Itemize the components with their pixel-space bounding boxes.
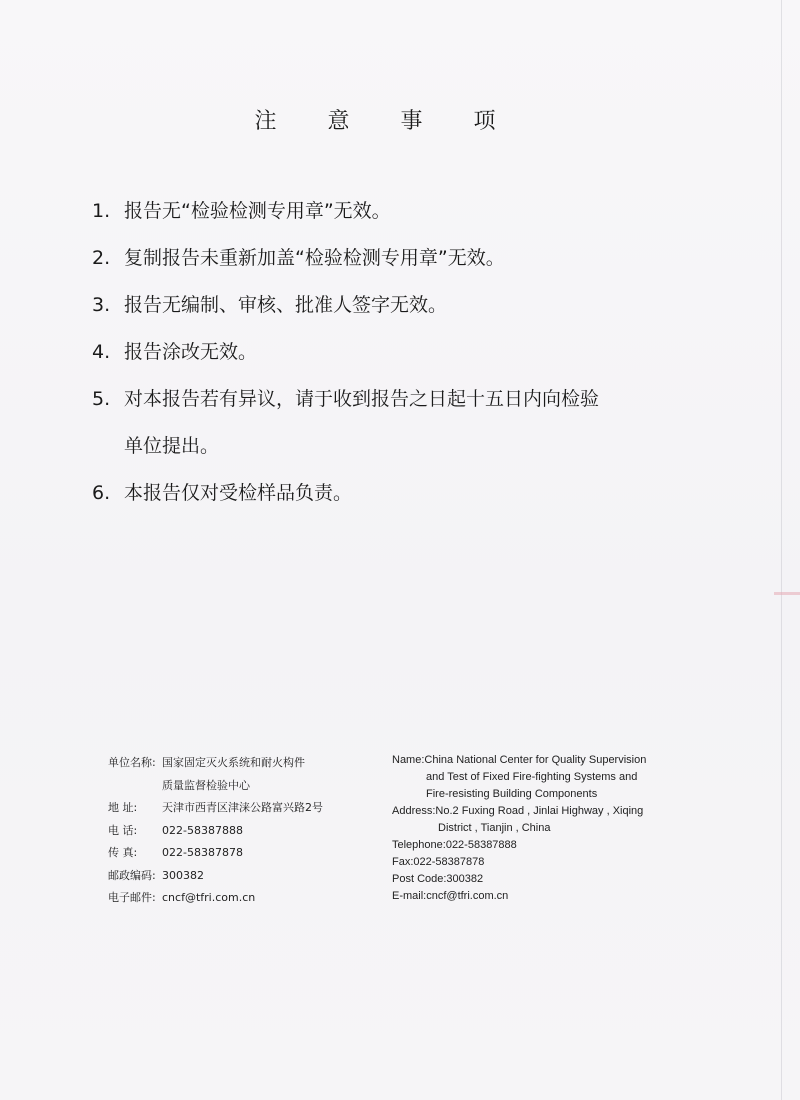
postcode-label: 邮政编码: [108,868,156,882]
note-number: 3. [92,294,111,316]
address-label: 地 址: [108,801,138,814]
en-email: E-mail:cncf@tfri.com.cn [392,890,509,902]
note-number: 1. [92,200,111,222]
note-text: 复制报告未重新加盖“检验检测专用章”无效。 [124,247,505,269]
en-name-line-2: and Test of Fixed Fire-fighting Systems and [426,771,638,783]
en-address-line-1: Address:No.2 Fuxing Road , Jinlai Highway , Xiqing [392,805,644,817]
en-fax: Fax:022-58387878 [392,856,485,868]
unit-name-value: 国家固定灭火系统和耐火构件 [162,756,305,769]
en-address-line-2: District , Tianjin , China [438,822,551,834]
note-item-2 [92,235,692,282]
fax-value: 022-58387878 [162,846,243,859]
note-item-4 [92,329,692,376]
unit-name-row-2 [108,775,378,798]
email-value: cncf@tfri.com.cn [162,891,256,904]
footer-chinese-contact [108,752,378,910]
unit-name-row [108,752,378,775]
postcode-value: 300382 [162,868,204,882]
note-text: 报告涂改无效。 [124,341,258,363]
en-postcode: Post Code:300382 [392,873,484,885]
note-number: 4. [92,341,111,363]
fax-label: 传 真: [108,846,138,859]
footer-english-contact [392,752,682,905]
email-label: 电子邮件: [108,891,156,904]
note-text: 报告无“检验检测专用章”无效。 [124,200,391,222]
page-edge-mark [774,592,800,595]
fax-row [108,842,378,865]
note-text-continuation: 单位提出。 [124,435,220,457]
phone-row [108,820,378,843]
note-number: 6. [92,482,111,504]
note-number: 2. [92,247,111,269]
en-telephone: Telephone:022-58387888 [392,839,517,851]
note-text: 对本报告若有异议，请于收到报告之日起十五日内向检验 [124,388,600,410]
postcode-row [108,865,378,888]
address-value: 天津市西青区津涞公路富兴路2号 [162,801,323,814]
note-item-6 [92,470,692,517]
phone-label: 电 话: [108,823,138,837]
note-item-3 [92,282,692,329]
phone-value: 022-58387888 [162,823,243,837]
email-row [108,887,378,910]
note-number: 5. [92,388,111,410]
note-item-5-continuation [92,423,692,470]
notes-list [92,188,692,517]
address-row [108,797,378,820]
page-edge-line [781,0,782,1100]
note-item-5 [92,376,692,423]
page-title: 注 意 事 项 [254,109,518,134]
unit-name-label: 单位名称: [108,756,156,769]
unit-name-value-2: 质量监督检验中心 [162,778,250,792]
note-item-1 [92,188,692,235]
note-text: 本报告仅对受检样品负责。 [124,482,353,504]
note-text: 报告无编制、审核、批准人签字无效。 [124,294,448,316]
en-name-line-3: Fire-resisting Building Components [426,788,598,800]
en-name-line-1: Name:China National Center for Quality Supervision [392,754,647,766]
